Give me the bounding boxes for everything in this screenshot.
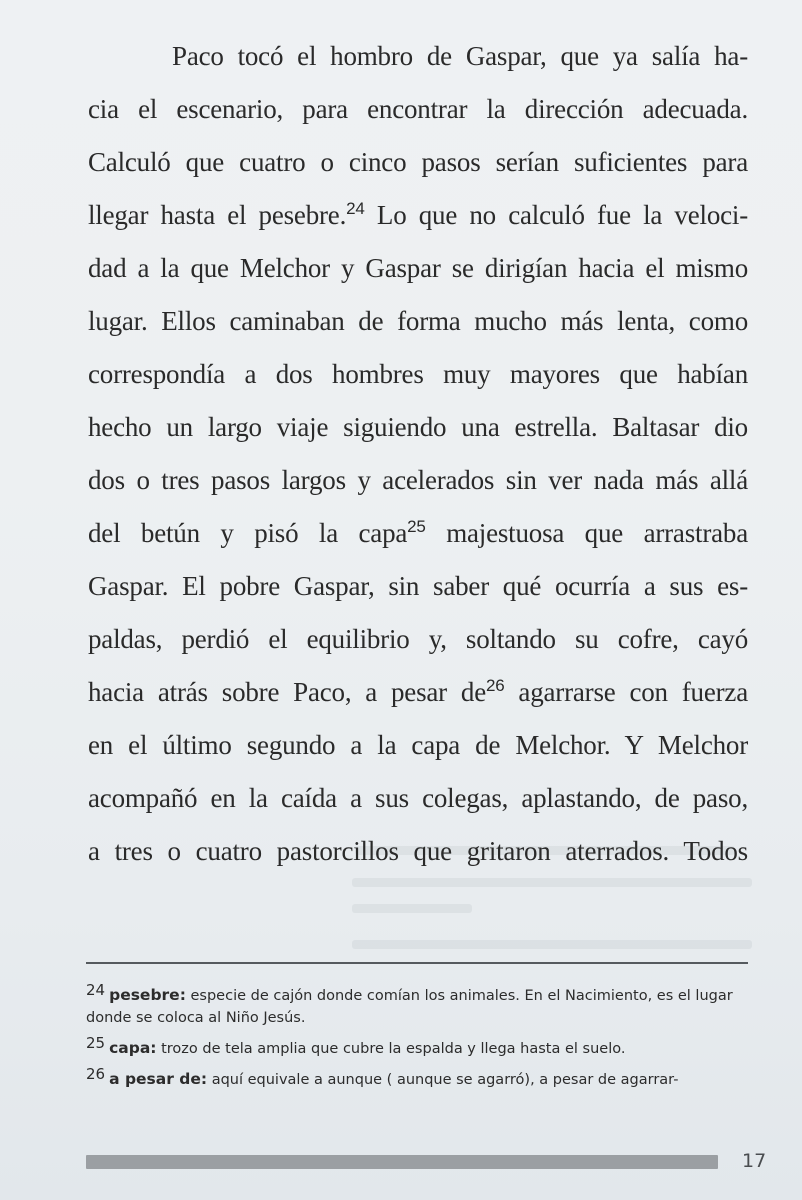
body-line xyxy=(88,507,748,560)
line-text: majestuosa que arrastraba xyxy=(425,518,748,548)
page-number: 17 xyxy=(742,1150,767,1172)
body-line xyxy=(88,83,748,136)
line-text: dad a la que Melchor y Gaspar se dirigían hacia el mismo xyxy=(88,253,748,283)
line-text: paldas, perdió el equilibrio y, soltando su cofre, cayó xyxy=(88,624,748,654)
footnote-25 xyxy=(86,1034,748,1060)
footnote-divider xyxy=(86,962,748,964)
line-text: Gaspar. El pobre Gaspar, sin saber qué ocurría a sus es- xyxy=(88,571,748,601)
body-line xyxy=(88,454,748,507)
body-line xyxy=(88,136,748,189)
footnotes xyxy=(86,981,748,1099)
line-text: del betún y pisó la capa xyxy=(88,518,408,548)
bleed-through-smudge xyxy=(352,878,752,887)
bleed-through-smudge xyxy=(352,940,752,949)
footnote-term: capa: xyxy=(109,1039,157,1057)
footnote-ref-25: 25 xyxy=(407,517,426,536)
line-text: hecho un largo viaje siguiendo una estrella. Baltasar dio xyxy=(88,412,748,442)
body-line xyxy=(88,189,748,242)
body-line xyxy=(88,772,748,825)
line-text: Calculó que cuatro o cinco pasos serían suficientes para xyxy=(88,147,748,177)
body-line xyxy=(88,613,748,666)
body-line xyxy=(88,560,748,613)
footnote-26 xyxy=(86,1065,748,1091)
footnote-number: 26 xyxy=(86,1065,106,1083)
line-text: hacia atrás sobre Paco, a pesar de xyxy=(88,677,486,707)
body-line xyxy=(88,242,748,295)
footnote-number: 25 xyxy=(86,1034,106,1052)
body-line xyxy=(88,666,748,719)
body-paragraph xyxy=(88,30,748,878)
line-text: a tres o cuatro pastorcillos que gritaron aterrados. Todos xyxy=(88,836,748,866)
line-text: acompañó en la caída a sus colegas, aplastando, de paso, xyxy=(88,783,748,813)
line-text: lugar. Ellos caminaban de forma mucho más lenta, como xyxy=(88,306,748,336)
footnote-definition: trozo de tela amplia que cubre la espalda y llega hasta el suelo. xyxy=(156,1041,626,1057)
body-line xyxy=(88,30,748,83)
body-line xyxy=(88,825,748,878)
body-line xyxy=(88,295,748,348)
body-line xyxy=(88,401,748,454)
footnote-24 xyxy=(86,981,748,1029)
line-text: en el último segundo a la capa de Melchor. Y Melchor xyxy=(88,730,748,760)
line-text: agarrarse con fuerza xyxy=(504,677,748,707)
line-text: dos o tres pasos largos y acelerados sin ver nada más allá xyxy=(88,465,748,495)
line-text: cia el escenario, para encontrar la dirección adecuada. xyxy=(88,94,748,124)
line-text: Lo que no calculó fue la veloci- xyxy=(364,200,748,230)
line-text: Paco tocó el hombro de Gaspar, que ya salía ha- xyxy=(172,41,748,71)
footnote-number: 24 xyxy=(86,981,106,999)
footnote-term: pesebre: xyxy=(109,986,186,1004)
line-text: llegar hasta el pesebre. xyxy=(88,200,347,230)
body-line xyxy=(88,719,748,772)
footnote-definition: especie de cajón donde comían los animales. En el Nacimiento, es el lugar donde se coloca al Niño Jesús. xyxy=(86,988,733,1026)
line-text: correspondía a dos hombres muy mayores que habían xyxy=(88,359,748,389)
footnote-definition: aquí equivale a aunque ( aunque se agarró), a pesar de agarrar- xyxy=(207,1072,679,1088)
bleed-through-smudge xyxy=(352,904,472,913)
footnote-ref-26: 26 xyxy=(485,676,505,695)
footer-bar xyxy=(86,1155,718,1169)
body-line xyxy=(88,348,748,401)
footnote-ref-24: 24 xyxy=(346,199,365,218)
footnote-term: a pesar de: xyxy=(109,1070,208,1088)
